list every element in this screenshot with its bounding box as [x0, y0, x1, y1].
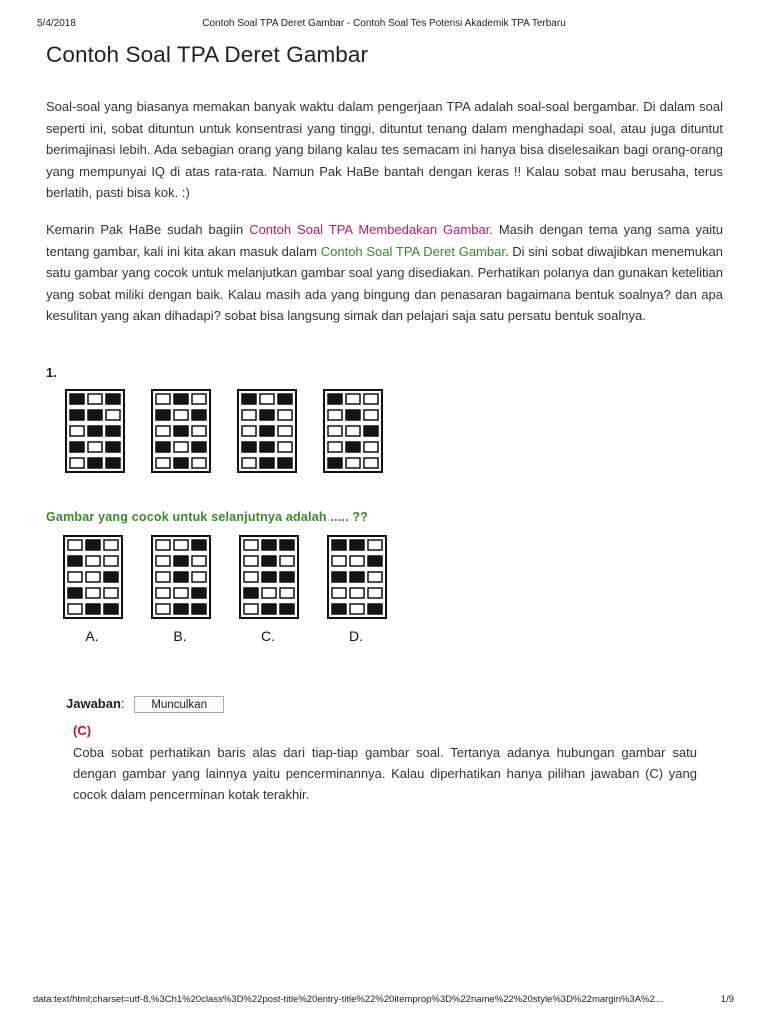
empty-cell — [86, 556, 100, 566]
empty-cell — [350, 556, 364, 566]
empty-cell — [332, 556, 346, 566]
filled-cell — [280, 572, 294, 582]
empty-cell — [156, 426, 170, 436]
empty-cell — [156, 556, 170, 566]
filled-cell — [106, 442, 120, 452]
answer-explanation: Coba sobat perhatikan baris alas dari tiap-tiap gambar soal. Tertanya adanya hubungan gambar satu dengan gambar yang lainnya yaitu pencerminannya. Kalau diperhatikan hanya pilihan jawaban (C) yang cocok dalam pencerminan kotak terakhir. — [73, 745, 697, 802]
empty-cell — [156, 540, 170, 550]
filled-cell — [70, 442, 84, 452]
empty-cell — [368, 572, 382, 582]
filled-cell — [174, 458, 188, 468]
question-figure-3 — [238, 390, 296, 472]
empty-cell — [278, 410, 292, 420]
filled-cell — [262, 556, 276, 566]
filled-cell — [332, 604, 346, 614]
option-label: D. — [349, 628, 363, 644]
empty-cell — [278, 442, 292, 452]
empty-cell — [364, 442, 378, 452]
empty-cell — [328, 442, 342, 452]
empty-cell — [174, 442, 188, 452]
filled-cell — [364, 426, 378, 436]
empty-cell — [192, 394, 206, 404]
empty-cell — [364, 458, 378, 468]
empty-cell — [368, 540, 382, 550]
filled-cell — [86, 604, 100, 614]
empty-cell — [192, 458, 206, 468]
empty-cell — [260, 394, 274, 404]
footer-page-number: 1/9 — [720, 994, 734, 1005]
filled-cell — [242, 442, 256, 452]
filled-cell — [156, 410, 170, 420]
filled-cell — [174, 604, 188, 614]
empty-cell — [156, 604, 170, 614]
empty-cell — [346, 394, 360, 404]
filled-cell — [68, 556, 82, 566]
empty-cell — [244, 604, 258, 614]
filled-cell — [260, 458, 274, 468]
filled-cell — [104, 604, 118, 614]
filled-cell — [156, 442, 170, 452]
empty-cell — [278, 426, 292, 436]
question-number: 1. — [46, 365, 57, 380]
filled-cell — [106, 426, 120, 436]
filled-cell — [88, 410, 102, 420]
print-header — [0, 14, 768, 30]
filled-cell — [244, 588, 258, 598]
filled-cell — [368, 604, 382, 614]
filled-cell — [242, 394, 256, 404]
filled-cell — [88, 458, 102, 468]
empty-cell — [106, 410, 120, 420]
empty-cell — [364, 394, 378, 404]
option-label: A. — [85, 628, 99, 644]
filled-cell — [332, 540, 346, 550]
answer-row: Jawaban: Munculkan — [66, 696, 224, 713]
question-figure-4 — [324, 390, 382, 472]
empty-cell — [192, 572, 206, 582]
option-label: B. — [173, 628, 187, 644]
empty-cell — [242, 458, 256, 468]
empty-cell — [86, 588, 100, 598]
filled-cell — [262, 572, 276, 582]
context-text-2: . Masih dengan tema yang sama yaitu tentang gambar, kali ini kita akan masuk dalam — [46, 222, 723, 259]
empty-cell — [364, 410, 378, 420]
empty-cell — [280, 556, 294, 566]
empty-cell — [88, 442, 102, 452]
option-figure-4 — [328, 536, 386, 618]
print-date: 5/4/2018 — [37, 18, 76, 29]
filled-cell — [174, 426, 188, 436]
filled-cell — [262, 540, 276, 550]
filled-cell — [174, 556, 188, 566]
filled-cell — [280, 604, 294, 614]
empty-cell — [328, 426, 342, 436]
empty-cell — [156, 572, 170, 582]
empty-cell — [156, 394, 170, 404]
empty-cell — [242, 426, 256, 436]
filled-cell — [368, 556, 382, 566]
footer-url: data:text/html;charset=utf-8,%3Ch1%20class%3D%22post-title%20entry-title%22%20itemprop%3D%22name%22%20style%3D%22margin%3A%2... — [33, 994, 663, 1005]
filled-cell — [192, 410, 206, 420]
context-text-3: . Di sini sobat diwajibkan menemukan satu gambar yang cocok untuk melanjutkan gambar soal yang disediakan. Perhatikan polanya dan gunakan ketelitian yang sobat miliki dengan baik. Kalau masih ada yang bingung dan penasaran bagaimana bentuk soalnya? dan apa kesulitan yang akan dihadapi? sobat bisa langsung simak dan pelajari saja satu persatu bentuk soalnya. — [46, 243, 723, 323]
empty-cell — [174, 540, 188, 550]
answer-options-figure — [58, 530, 398, 650]
intro-paragraph: Soal-soal yang biasanya memakan banyak waktu dalam pengerjaan TPA adalah soal-soal bergambar. Di dalam soal seperti ini, sobat dituntun untuk konsentrasi yang tinggi, dituntut tenang dalam menghadapi soal, atau juga dituntut berimajinasi lebih. Ada sebagian orang yang bilang kalau tes semacam ini hanya bisa diselesaikan bagi orang-orang yang mempunyai IQ di atas rata-rata. Namun Pak HaBe bantah dengan keras !! Kalau sobat mau berusaha, terus berlatih, pasti bisa kok. :) — [46, 99, 723, 200]
context-text-1: Kemarin Pak HaBe sudah bagiin — [46, 222, 250, 237]
empty-cell — [88, 394, 102, 404]
filled-cell — [70, 410, 84, 420]
empty-cell — [192, 426, 206, 436]
filled-cell — [260, 426, 274, 436]
filled-cell — [350, 572, 364, 582]
filled-cell — [346, 410, 360, 420]
empty-cell — [104, 556, 118, 566]
filled-cell — [346, 442, 360, 452]
filled-cell — [88, 426, 102, 436]
print-page-title: Contoh Soal TPA Deret Gambar - Contoh Soal Tes Potensi Akademik TPA Terbaru — [202, 18, 566, 29]
filled-cell — [328, 458, 342, 468]
empty-cell — [350, 588, 364, 598]
empty-cell — [244, 556, 258, 566]
filled-cell — [278, 394, 292, 404]
empty-cell — [280, 588, 294, 598]
filled-cell — [260, 410, 274, 420]
empty-cell — [174, 588, 188, 598]
filled-cell — [192, 442, 206, 452]
filled-cell — [106, 394, 120, 404]
answer-label: Jawaban — [66, 696, 121, 711]
filled-cell — [104, 572, 118, 582]
filled-cell — [192, 540, 206, 550]
empty-cell — [104, 540, 118, 550]
empty-cell — [332, 588, 346, 598]
empty-cell — [346, 458, 360, 468]
filled-cell — [350, 540, 364, 550]
filled-cell — [106, 458, 120, 468]
empty-cell — [242, 410, 256, 420]
empty-cell — [156, 458, 170, 468]
page-title: Contoh Soal TPA Deret Gambar — [46, 42, 369, 67]
question-figure-2 — [152, 390, 210, 472]
empty-cell — [156, 588, 170, 598]
empty-cell — [68, 572, 82, 582]
empty-cell — [174, 410, 188, 420]
empty-cell — [328, 410, 342, 420]
empty-cell — [68, 604, 82, 614]
answer-letter: (C) — [73, 723, 92, 738]
option-figure-3 — [240, 536, 298, 618]
context-paragraph — [46, 219, 723, 327]
filled-cell — [70, 394, 84, 404]
empty-cell — [244, 572, 258, 582]
question-prompt: Gambar yang cocok untuk selanjutnya adalah ..... ?? — [46, 510, 369, 524]
filled-cell — [192, 604, 206, 614]
filled-cell — [328, 394, 342, 404]
filled-cell — [68, 588, 82, 598]
empty-cell — [368, 588, 382, 598]
empty-cell — [346, 426, 360, 436]
empty-cell — [350, 604, 364, 614]
question-figure-sequence — [62, 386, 402, 486]
filled-cell — [260, 442, 274, 452]
filled-cell — [192, 588, 206, 598]
empty-cell — [86, 572, 100, 582]
option-figure-2 — [152, 536, 210, 618]
filled-cell — [86, 540, 100, 550]
filled-cell — [332, 572, 346, 582]
show-answer-button[interactable]: Munculkan — [134, 696, 224, 713]
empty-cell — [244, 540, 258, 550]
empty-cell — [68, 540, 82, 550]
filled-cell — [262, 604, 276, 614]
question-figure-1 — [66, 390, 124, 472]
empty-cell — [70, 426, 84, 436]
filled-cell — [174, 394, 188, 404]
link-membedakan-gambar[interactable]: Contoh Soal TPA Membedakan Gambar — [249, 222, 490, 237]
empty-cell — [262, 588, 276, 598]
filled-cell — [278, 458, 292, 468]
filled-cell — [174, 572, 188, 582]
option-figure-1 — [64, 536, 122, 618]
empty-cell — [192, 556, 206, 566]
option-label: C. — [261, 628, 275, 644]
empty-cell — [70, 458, 84, 468]
filled-cell — [280, 540, 294, 550]
link-deret-gambar[interactable]: Contoh Soal TPA Deret Gambar — [320, 243, 505, 259]
empty-cell — [104, 588, 118, 598]
